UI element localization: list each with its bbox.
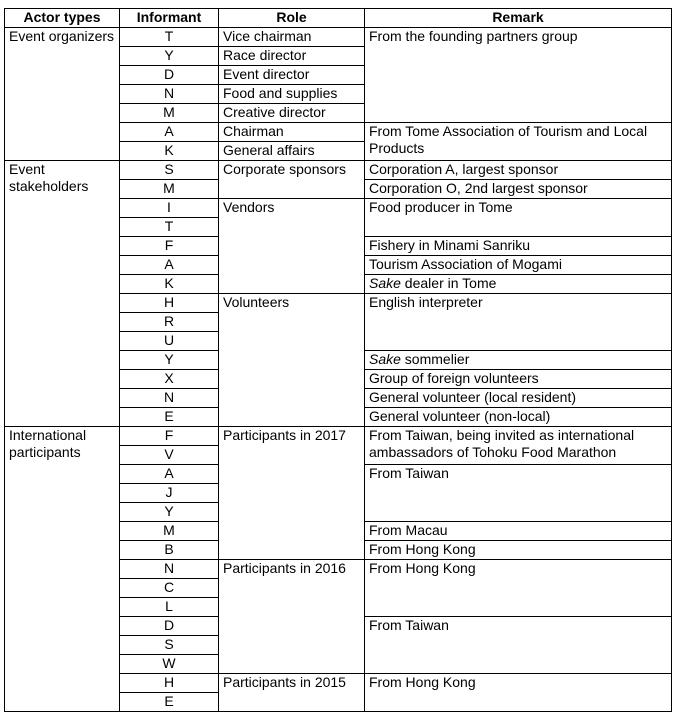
header-role: Role bbox=[219, 9, 365, 28]
role-cell: Chairman bbox=[219, 123, 365, 142]
role-cell: Participants in 2016 bbox=[219, 560, 365, 674]
informant-cell: H bbox=[120, 674, 219, 693]
remark-cell: From Taiwan bbox=[365, 617, 672, 674]
remark-cell: From Taiwan, being invited as international ambassadors of Tohoku Food Marathon bbox=[365, 427, 672, 465]
role-cell: Creative director bbox=[219, 104, 365, 123]
remark-cell bbox=[365, 275, 672, 294]
informant-cell: M bbox=[120, 522, 219, 541]
remark-cell: Tourism Association of Mogami bbox=[365, 256, 672, 275]
remark-cell: English interpreter bbox=[365, 294, 672, 351]
informant-cell: I bbox=[120, 199, 219, 218]
role-cell: Event director bbox=[219, 66, 365, 85]
role-cell: Vendors bbox=[219, 199, 365, 294]
remark-cell: Group of foreign volunteers bbox=[365, 370, 672, 389]
remark-cell: General volunteer (non-local) bbox=[365, 408, 672, 427]
informant-cell: K bbox=[120, 142, 219, 161]
role-cell: Vice chairman bbox=[219, 28, 365, 47]
informant-cell: V bbox=[120, 446, 219, 465]
remark-cell: General volunteer (local resident) bbox=[365, 389, 672, 408]
informant-cell: M bbox=[120, 104, 219, 123]
informant-cell: D bbox=[120, 66, 219, 85]
informant-cell: F bbox=[120, 427, 219, 446]
remark-cell: From Hong Kong bbox=[365, 560, 672, 617]
informant-cell: D bbox=[120, 617, 219, 636]
informant-cell: T bbox=[120, 28, 219, 47]
informant-cell: N bbox=[120, 389, 219, 408]
sake-dealer-text: dealer in Tome bbox=[400, 275, 497, 291]
informant-cell: T bbox=[120, 218, 219, 237]
informant-cell: A bbox=[120, 256, 219, 275]
informant-cell: M bbox=[120, 180, 219, 199]
informant-cell: U bbox=[120, 332, 219, 351]
header-informant: Informant bbox=[120, 9, 219, 28]
informant-cell: B bbox=[120, 541, 219, 560]
informant-cell: E bbox=[120, 408, 219, 427]
role-cell: Corporate sponsors bbox=[219, 161, 365, 199]
informant-table bbox=[4, 8, 672, 712]
informant-cell: J bbox=[120, 484, 219, 503]
remark-cell: From Macau bbox=[365, 522, 672, 541]
header-actor-types: Actor types bbox=[5, 9, 120, 28]
table-row bbox=[5, 161, 672, 180]
actor-type-organizers: Event organizers bbox=[5, 28, 120, 161]
actor-type-international: International participants bbox=[5, 427, 120, 712]
informant-cell: S bbox=[120, 636, 219, 655]
informant-cell: F bbox=[120, 237, 219, 256]
remark-cell: From Hong Kong bbox=[365, 674, 672, 712]
informant-cell: C bbox=[120, 579, 219, 598]
role-cell: Participants in 2015 bbox=[219, 674, 365, 712]
remark-cell: From Tome Association of Tourism and Local Products bbox=[365, 123, 672, 161]
informant-cell: A bbox=[120, 123, 219, 142]
remark-cell: Fishery in Minami Sanriku bbox=[365, 237, 672, 256]
actor-type-stakeholders: Event stakeholders bbox=[5, 161, 120, 427]
sake-sommelier-text: sommelier bbox=[400, 351, 470, 367]
informant-cell: R bbox=[120, 313, 219, 332]
informant-cell: N bbox=[120, 85, 219, 104]
informant-cell: E bbox=[120, 693, 219, 712]
role-cell: Food and supplies bbox=[219, 85, 365, 104]
informant-cell: N bbox=[120, 560, 219, 579]
informant-cell: A bbox=[120, 465, 219, 484]
remark-cell: Corporation A, largest sponsor bbox=[365, 161, 672, 180]
role-cell: General affairs bbox=[219, 142, 365, 161]
sake-word: Sake bbox=[369, 351, 401, 367]
informant-cell: X bbox=[120, 370, 219, 389]
role-cell: Volunteers bbox=[219, 294, 365, 427]
table-header-row bbox=[5, 9, 672, 28]
informant-cell: W bbox=[120, 655, 219, 674]
remark-cell: Food producer in Tome bbox=[365, 199, 672, 237]
table-row bbox=[5, 28, 672, 47]
informant-cell: Y bbox=[120, 351, 219, 370]
informant-cell: L bbox=[120, 598, 219, 617]
remark-cell: From Hong Kong bbox=[365, 541, 672, 560]
header-remark: Remark bbox=[365, 9, 672, 28]
remark-cell: From Taiwan bbox=[365, 465, 672, 522]
remark-cell: Corporation O, 2nd largest sponsor bbox=[365, 180, 672, 199]
sake-word: Sake bbox=[369, 275, 401, 291]
table-row bbox=[5, 427, 672, 446]
informant-cell: K bbox=[120, 275, 219, 294]
role-cell: Participants in 2017 bbox=[219, 427, 365, 560]
role-cell: Race director bbox=[219, 47, 365, 66]
remark-cell: From the founding partners group bbox=[365, 28, 672, 123]
informant-cell: S bbox=[120, 161, 219, 180]
informant-cell: Y bbox=[120, 47, 219, 66]
informant-cell: H bbox=[120, 294, 219, 313]
informant-cell: Y bbox=[120, 503, 219, 522]
remark-cell bbox=[365, 351, 672, 370]
